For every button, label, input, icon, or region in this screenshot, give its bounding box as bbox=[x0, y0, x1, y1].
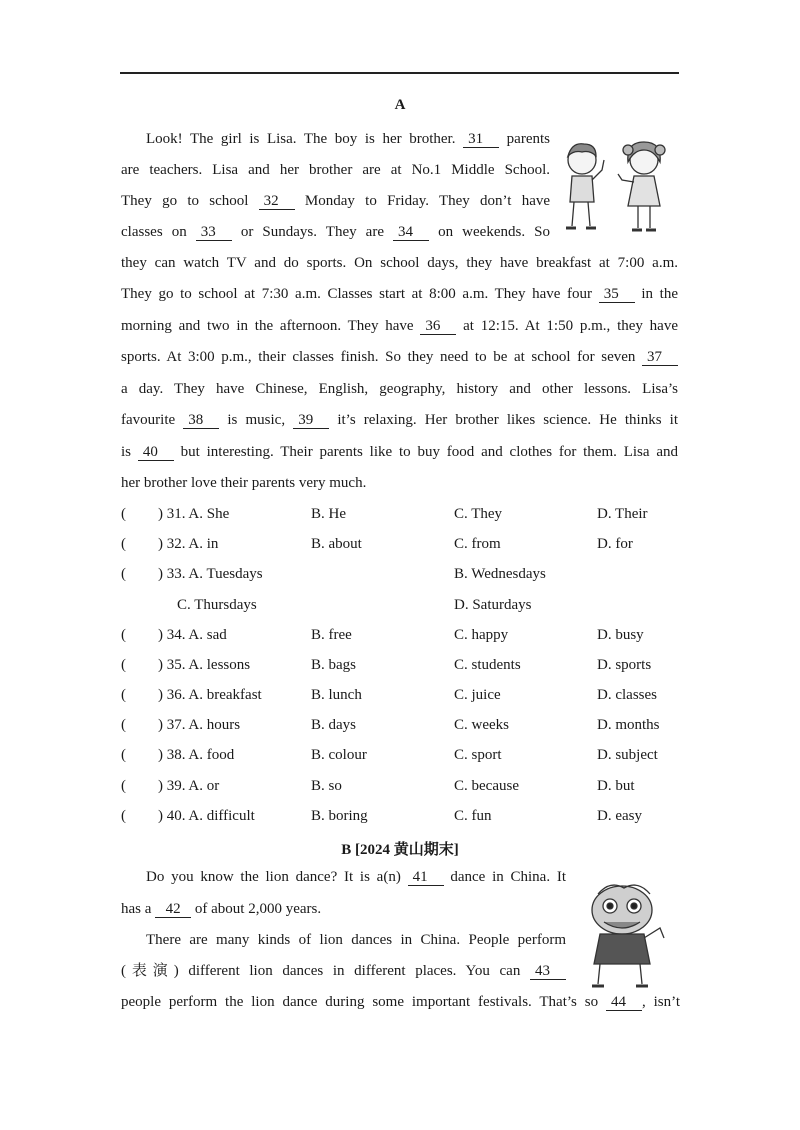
blank-38: 38 bbox=[183, 412, 219, 429]
section-a-heading: A bbox=[394, 97, 406, 113]
option-d: D. classes bbox=[597, 687, 657, 703]
blank-41: 41 bbox=[408, 869, 444, 886]
blank-44: 44 bbox=[606, 994, 642, 1011]
section_b-line bbox=[121, 960, 566, 982]
blank-40: 40 bbox=[138, 444, 174, 461]
girl-dress bbox=[628, 176, 660, 206]
section_a-line bbox=[121, 190, 550, 212]
passage-text: on weekends. So bbox=[429, 224, 550, 240]
option-c: C. weeks bbox=[454, 717, 509, 733]
option-d: D. months bbox=[597, 717, 660, 733]
passage-text: sports. At 3:00 p.m., their classes finish. So they need to be at school for seven bbox=[121, 349, 642, 365]
option-b: B. so bbox=[311, 778, 342, 794]
blank-34: 34 bbox=[393, 224, 429, 241]
section_a-line bbox=[121, 252, 678, 274]
option-c: C. fun bbox=[454, 808, 492, 824]
option-b: B. days bbox=[311, 717, 356, 733]
question-option-a: ) 40. A. difficult bbox=[158, 808, 255, 824]
answer-paren: ( bbox=[121, 747, 126, 763]
option-b: B. boring bbox=[311, 808, 368, 824]
passage-text: is bbox=[121, 444, 138, 460]
answer-paren: ( bbox=[121, 808, 126, 824]
question-option-a: ) 38. A. food bbox=[158, 747, 235, 763]
passage-text: dance in China. It bbox=[443, 869, 566, 885]
section_a-line bbox=[146, 128, 550, 150]
top-rule bbox=[120, 72, 679, 74]
section_a-line bbox=[121, 441, 678, 463]
blank-35: 35 bbox=[599, 286, 635, 303]
question-option-a: ) 35. A. lessons bbox=[158, 657, 251, 673]
answer-paren: ( bbox=[121, 566, 126, 582]
blank-33: 33 bbox=[196, 224, 232, 241]
option-d: D. sports bbox=[597, 657, 652, 673]
answer-paren: ( bbox=[121, 536, 126, 552]
option-c: C. students bbox=[454, 657, 521, 673]
option-c: C. from bbox=[454, 536, 501, 552]
answer-paren: ( bbox=[121, 778, 126, 794]
blank-43: 43 bbox=[530, 963, 566, 980]
passage-text: favourite bbox=[121, 412, 184, 428]
passage-text: Monday to Friday. They don’t have bbox=[294, 193, 551, 209]
option-c: C. juice bbox=[454, 687, 501, 703]
question-option-a: C. Thursdays bbox=[177, 597, 257, 613]
girl-arm bbox=[618, 174, 634, 182]
section_a-line bbox=[121, 472, 678, 494]
boy-and-girl-illustration bbox=[556, 136, 680, 240]
boy-legs bbox=[572, 202, 590, 226]
question-option-a: ) 37. A. hours bbox=[158, 717, 241, 733]
section_a-line bbox=[121, 346, 678, 368]
section_a-line bbox=[121, 409, 678, 431]
answer-paren: ( bbox=[121, 687, 126, 703]
passage-text: in the bbox=[634, 286, 678, 302]
girl-legs bbox=[638, 206, 650, 228]
option-d: D. for bbox=[597, 536, 633, 552]
answer-paren: ( bbox=[121, 717, 126, 733]
section_a-line bbox=[121, 378, 678, 400]
option-b: B. lunch bbox=[311, 687, 362, 703]
passage-text: is music, bbox=[219, 412, 294, 428]
passage-text: of about 2,000 years. bbox=[191, 901, 322, 917]
boy-body bbox=[570, 176, 594, 202]
option-b: B. bags bbox=[311, 657, 356, 673]
blank-31: 31 bbox=[463, 131, 499, 148]
section_a-line bbox=[121, 159, 550, 181]
lion-body bbox=[594, 934, 650, 964]
option-b: B. about bbox=[311, 536, 362, 552]
blank-42: 42 bbox=[155, 901, 191, 918]
passage-text: it’s relaxing. Her brother likes science. He thinks it bbox=[329, 412, 679, 428]
passage-text: parents bbox=[499, 131, 550, 147]
passage-text: There are many kinds of lion dances in China. People perform bbox=[146, 932, 566, 948]
section-b-heading: B [2024 黄山期末] bbox=[341, 842, 459, 858]
lion-dance-illustration bbox=[580, 880, 670, 990]
passage-text: her brother love their parents very much. bbox=[121, 475, 367, 491]
blank-37: 37 bbox=[642, 349, 678, 366]
option-c: C. happy bbox=[454, 627, 509, 643]
passage-text: are teachers. Lisa and her brother are at No.1 Middle School. bbox=[121, 162, 550, 178]
passage-text: They go to school at 7:30 a.m. Classes start at 8:00 a.m. They have four bbox=[121, 286, 599, 302]
answer-paren: ( bbox=[121, 627, 126, 643]
passage-text: Look! The girl is Lisa. The boy is her brother. bbox=[146, 131, 464, 147]
option-c: C. sport bbox=[454, 747, 502, 763]
option-d: D. busy bbox=[597, 627, 644, 643]
question-option-a: ) 31. A. She bbox=[158, 506, 230, 522]
option-c: B. Wednesdays bbox=[454, 566, 546, 582]
option-b: B. colour bbox=[311, 747, 367, 763]
section_a-line bbox=[121, 221, 550, 243]
section_b-line bbox=[146, 929, 566, 951]
passage-text: but interesting. Their parents like to buy food and clothes for them. Lisa and bbox=[173, 444, 678, 460]
question-option-a: ) 36. A. breakfast bbox=[158, 687, 262, 703]
passage-text: Do you know the lion dance? It is a(n) bbox=[146, 869, 408, 885]
option-c: C. They bbox=[454, 506, 503, 522]
question-option-a: ) 34. A. sad bbox=[158, 627, 227, 643]
passage-text: a day. They have Chinese, English, geography, history and other lessons. Lisa’s bbox=[121, 381, 678, 397]
answer-paren: ( bbox=[121, 657, 126, 673]
question-option-a: ) 33. A. Tuesdays bbox=[158, 566, 263, 582]
passage-text: morning and two in the afternoon. They have bbox=[121, 318, 421, 334]
section_b-line bbox=[121, 991, 680, 1013]
blank-36: 36 bbox=[420, 318, 456, 335]
option-d: D. easy bbox=[597, 808, 642, 824]
passage-text: classes on bbox=[121, 224, 196, 240]
section_a-line bbox=[121, 315, 678, 337]
section_b-line bbox=[121, 898, 566, 920]
answer-paren: ( bbox=[121, 506, 126, 522]
question-option-a: ) 32. A. in bbox=[158, 536, 219, 552]
question-option-a: ) 39. A. or bbox=[158, 778, 220, 794]
option-b: B. He bbox=[311, 506, 346, 522]
passage-text: at 12:15. At 1:50 p.m., they have bbox=[456, 318, 678, 334]
passage-text: or Sundays. They are bbox=[231, 224, 394, 240]
section_a-line bbox=[121, 283, 678, 305]
passage-text: has a bbox=[121, 901, 156, 917]
passage-text: (表演) different lion dances in different places. You can bbox=[121, 963, 530, 979]
blank-39: 39 bbox=[293, 412, 329, 429]
passage-text: They go to school bbox=[121, 193, 259, 209]
option-c: D. Saturdays bbox=[454, 597, 532, 613]
passage-text: , isn’t bbox=[641, 994, 680, 1010]
option-b: B. free bbox=[311, 627, 352, 643]
option-d: D. subject bbox=[597, 747, 658, 763]
option-c: C. because bbox=[454, 778, 519, 794]
option-d: D. Their bbox=[597, 506, 648, 522]
passage-text: people perform the lion dance during some important festivals. That’s so bbox=[121, 994, 606, 1010]
option-d: D. but bbox=[597, 778, 635, 794]
passage-text: they can watch TV and do sports. On school days, they have breakfast at 7:00 a.m. bbox=[121, 255, 678, 271]
blank-32: 32 bbox=[259, 193, 295, 210]
section_b-line bbox=[146, 866, 566, 888]
